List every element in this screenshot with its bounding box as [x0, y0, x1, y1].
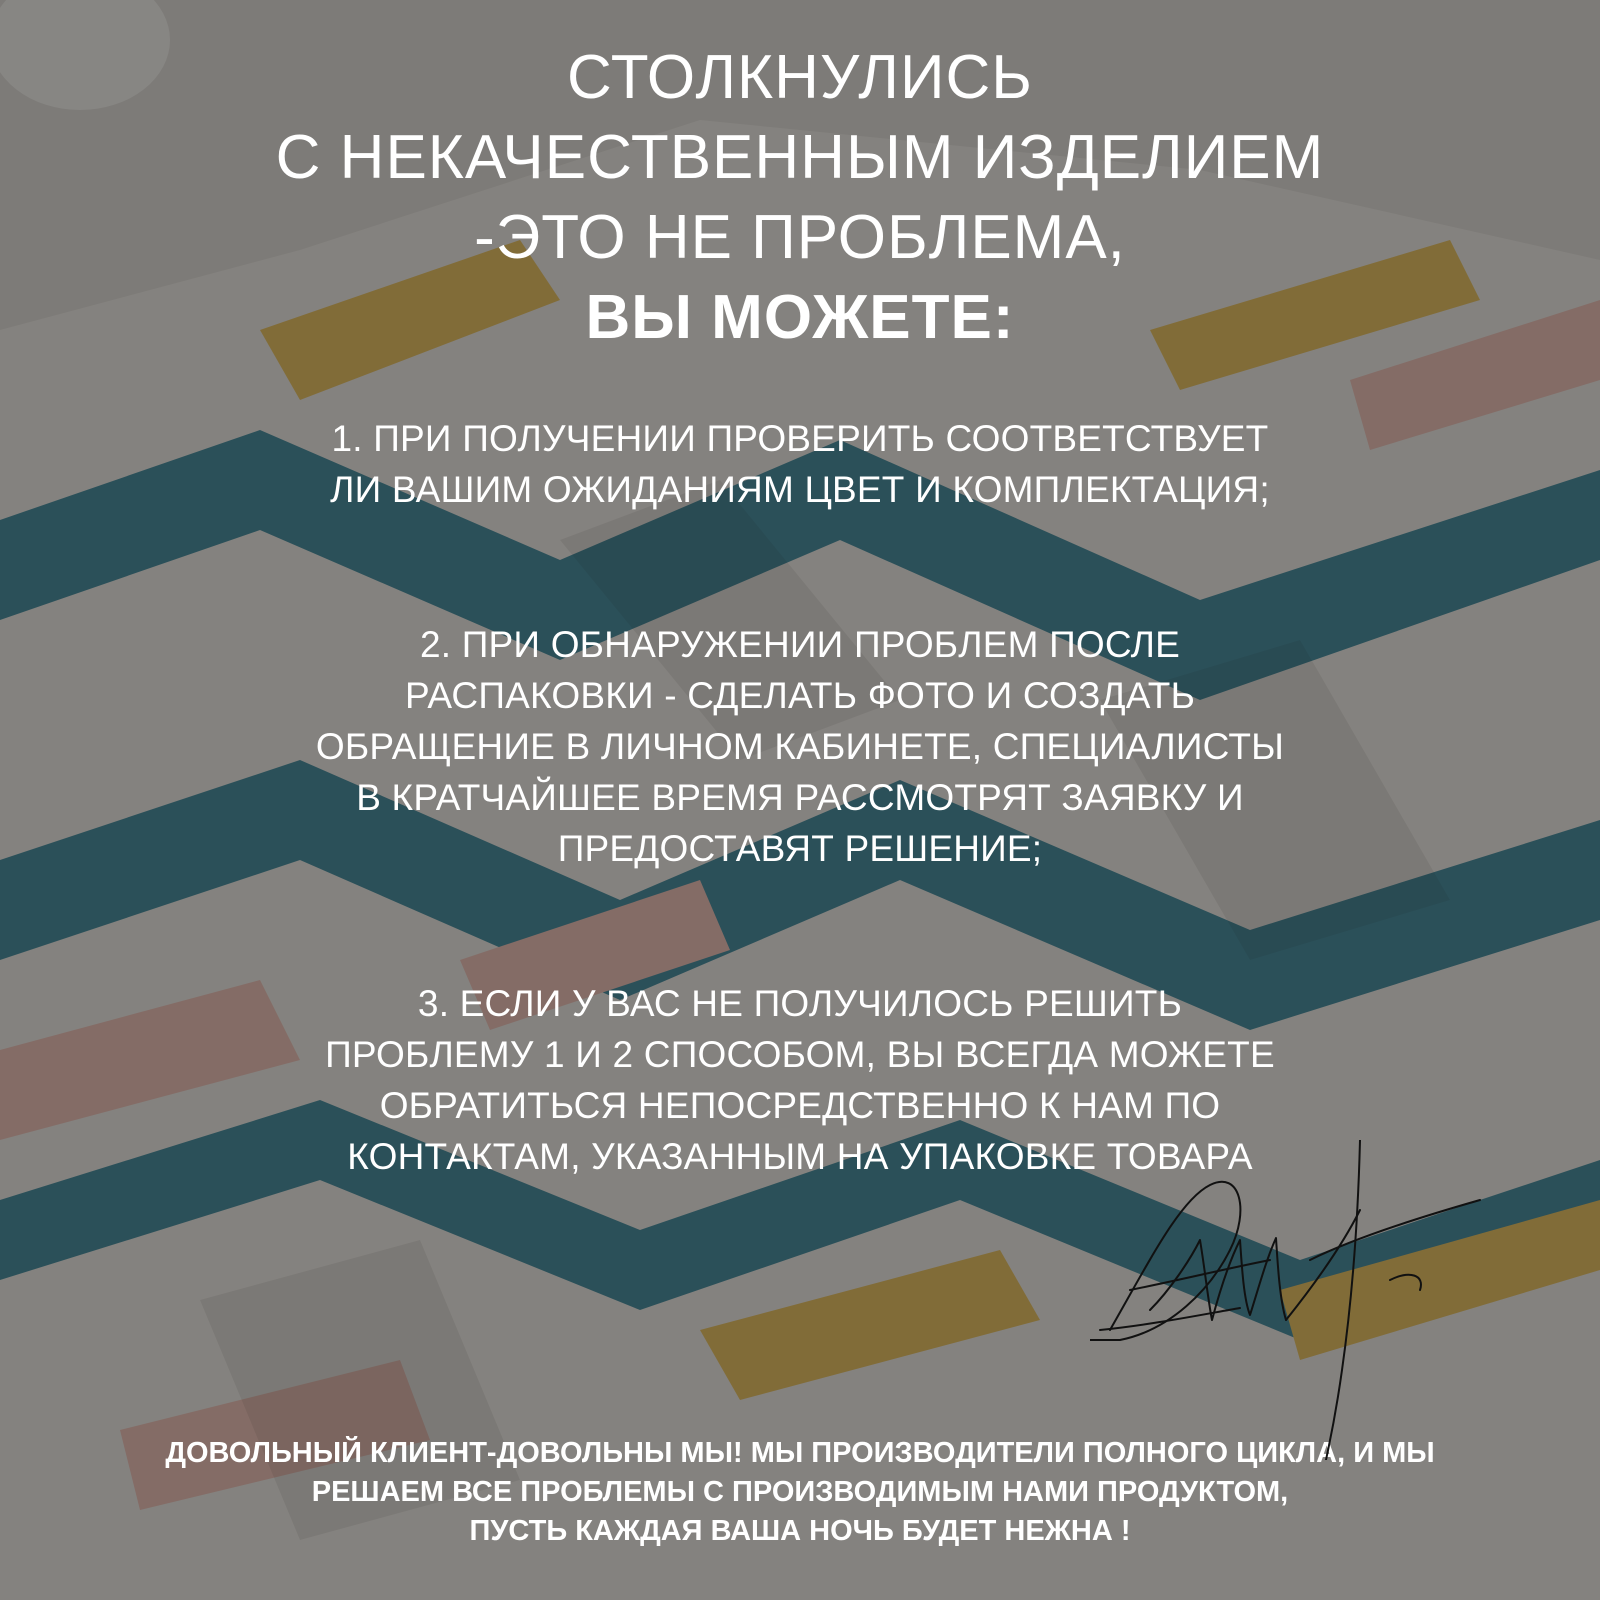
step-2-line: 2. ПРИ ОБНАРУЖЕНИИ ПРОБЛЕМ ПОСЛЕ — [420, 624, 1180, 665]
step-3-line: ОБРАТИТЬСЯ НЕПОСРЕДСТВЕННО К НАМ ПО — [379, 1085, 1221, 1126]
step-1-line: 1. ПРИ ПОЛУЧЕНИИ ПРОВЕРИТЬ СООТВЕТСТВУЕТ — [331, 418, 1269, 459]
signature-graphic — [1090, 1140, 1510, 1460]
heading-line-3: -ЭТО НЕ ПРОБЛЕМА, — [474, 203, 1126, 272]
heading-line-1: СТОЛКНУЛИСЬ — [567, 43, 1033, 112]
step-1-text — [0, 413, 1600, 515]
step-2-text — [0, 619, 1600, 874]
footer-line-2: РЕШАЕМ ВСЕ ПРОБЛЕМЫ С ПРОИЗВОДИМЫМ НАМИ ПРОДУКТОМ, — [311, 1476, 1289, 1508]
step-2-line: ОБРАЩЕНИЕ В ЛИЧНОМ КАБИНЕТЕ, СПЕЦИАЛИСТЫ — [315, 726, 1285, 767]
step-1-line: ЛИ ВАШИМ ОЖИДАНИЯМ ЦВЕТ И КОМПЛЕКТАЦИЯ; — [330, 469, 1270, 510]
step-2-line: В КРАТЧАЙШЕЕ ВРЕМЯ РАССМОТРЯТ ЗАЯВКУ И — [356, 777, 1244, 818]
step-2-line: ПРЕДОСТАВЯТ РЕШЕНИЕ; — [557, 828, 1043, 869]
footer-line-3: ПУСТЬ КАЖДАЯ ВАША НОЧЬ БУДЕТ НЕЖНА ! — [469, 1515, 1131, 1547]
step-3-line: ПРОБЛЕМУ 1 И 2 СПОСОБОМ, ВЫ ВСЕГДА МОЖЕТЕ — [325, 1034, 1275, 1075]
step-2-line: РАСПАКОВКИ - СДЕЛАТЬ ФОТО И СОЗДАТЬ — [404, 675, 1196, 716]
step-3-line: 3. ЕСЛИ У ВАС НЕ ПОЛУЧИЛОСЬ РЕШИТЬ — [417, 983, 1183, 1024]
main-heading — [0, 38, 1600, 358]
heading-line-2: С НЕКАЧЕСТВЕННЫМ ИЗДЕЛИЕМ — [275, 123, 1325, 192]
heading-line-4-bold: ВЫ МОЖЕТЕ: — [585, 283, 1015, 352]
footer-line-1: ДОВОЛЬНЫЙ КЛИЕНТ-ДОВОЛЬНЫ МЫ! МЫ ПРОИЗВОДИТЕЛИ ПОЛНОГО ЦИКЛА, И МЫ — [165, 1437, 1435, 1469]
step-3-line: КОНТАКТАМ, УКАЗАННЫМ НА УПАКОВКЕ ТОВАРА — [347, 1136, 1253, 1177]
